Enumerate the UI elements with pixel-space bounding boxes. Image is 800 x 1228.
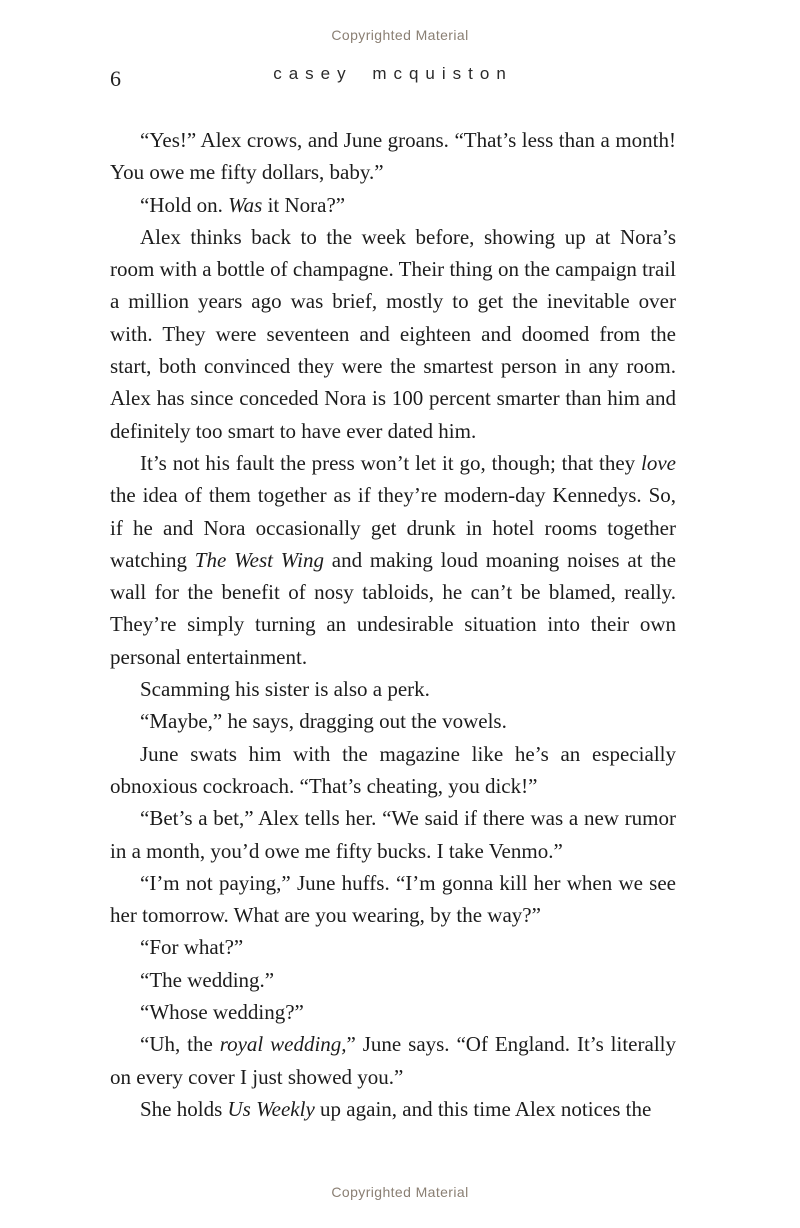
text-segment: Alex thinks back to the week before, showing up at Nora’s room with a bottle of champagne. Their thing on the campaign trail a million years ago was brief, mostly to get the inevitable over with. They were seventeen and eighteen and doomed from the start, both convinced they were the smartest person in any room. Alex has since conceded Nora is 100 percent smarter than him and definitely too smart to have ever dated him. — [110, 224, 676, 443]
text-segment: up again, and this time Alex notices the — [314, 1096, 652, 1121]
text-segment: “Hold on. — [140, 192, 229, 217]
paragraph — [110, 221, 676, 447]
text-segment: it Nora?” — [262, 192, 346, 217]
paragraph — [110, 996, 676, 1028]
text-segment: “Maybe,” he says, dragging out the vowels. — [140, 709, 507, 734]
text-segment: the idea of them together as if they’re modern-day Kennedys. So, if he and Nora occasionally get drunk in hotel rooms together watching — [110, 483, 676, 572]
text-segment: and making loud moaning noises at the wall for the benefit of nosy tabloids, he can’t be blamed, really. They’re simply turning an undesirable situation into their own personal entertainment. — [110, 547, 676, 669]
paragraph — [110, 124, 676, 189]
text-segment: “Whose wedding?” — [140, 1000, 304, 1025]
text-segment: June swats him with the magazine like he’s an especially obnoxious cockroach. “That’s cheating, you dick!” — [110, 741, 676, 798]
paragraph — [110, 1028, 676, 1093]
paragraph — [110, 447, 676, 673]
text-segment: She holds — [140, 1096, 228, 1121]
text-segment: Scamming his sister is also a perk. — [140, 677, 430, 702]
text-segment: ” June says. “Of England. It’s literally on every cover I just showed you.” — [110, 1032, 676, 1089]
paragraph — [110, 1093, 676, 1125]
text-segment: “Uh, the — [140, 1032, 220, 1057]
running-header-author: casey mcquiston — [273, 64, 513, 83]
running-head — [110, 64, 676, 94]
paragraph — [110, 189, 676, 221]
italic-text-segment: Was — [228, 192, 263, 217]
paragraph — [110, 931, 676, 963]
paragraph — [110, 867, 676, 932]
italic-text-segment: The West Wing — [194, 547, 324, 572]
italic-text-segment: Us Weekly — [227, 1096, 315, 1121]
text-segment: “Bet’s a bet,” Alex tells her. “We said if there was a new rumor in a month, you’d owe me fifty bucks. I take Venmo.” — [110, 806, 676, 863]
copyright-notice-bottom: Copyrighted Material — [331, 1184, 469, 1200]
paragraph — [110, 705, 676, 737]
page-number: 6 — [110, 66, 121, 91]
paragraph — [110, 802, 676, 867]
italic-text-segment: love — [641, 450, 676, 475]
paragraph — [110, 964, 676, 996]
text-segment: It’s not his fault the press won’t let it go, though; that they — [140, 450, 642, 475]
copyright-notice-top: Copyrighted Material — [331, 27, 469, 43]
text-segment: “I’m not paying,” June huffs. “I’m gonna kill her when we see her tomorrow. What are you wearing, by the way?” — [110, 870, 676, 928]
paragraph — [110, 738, 676, 803]
italic-text-segment: royal wedding, — [219, 1032, 347, 1057]
text-segment: “The wedding.” — [140, 967, 275, 992]
body-text — [110, 124, 676, 1125]
text-segment: “For what?” — [140, 935, 244, 960]
text-segment: “Yes!” Alex crows, and June groans. “That’s less than a month! You owe me fifty dollars, baby.” — [110, 128, 676, 185]
paragraph — [110, 673, 676, 705]
